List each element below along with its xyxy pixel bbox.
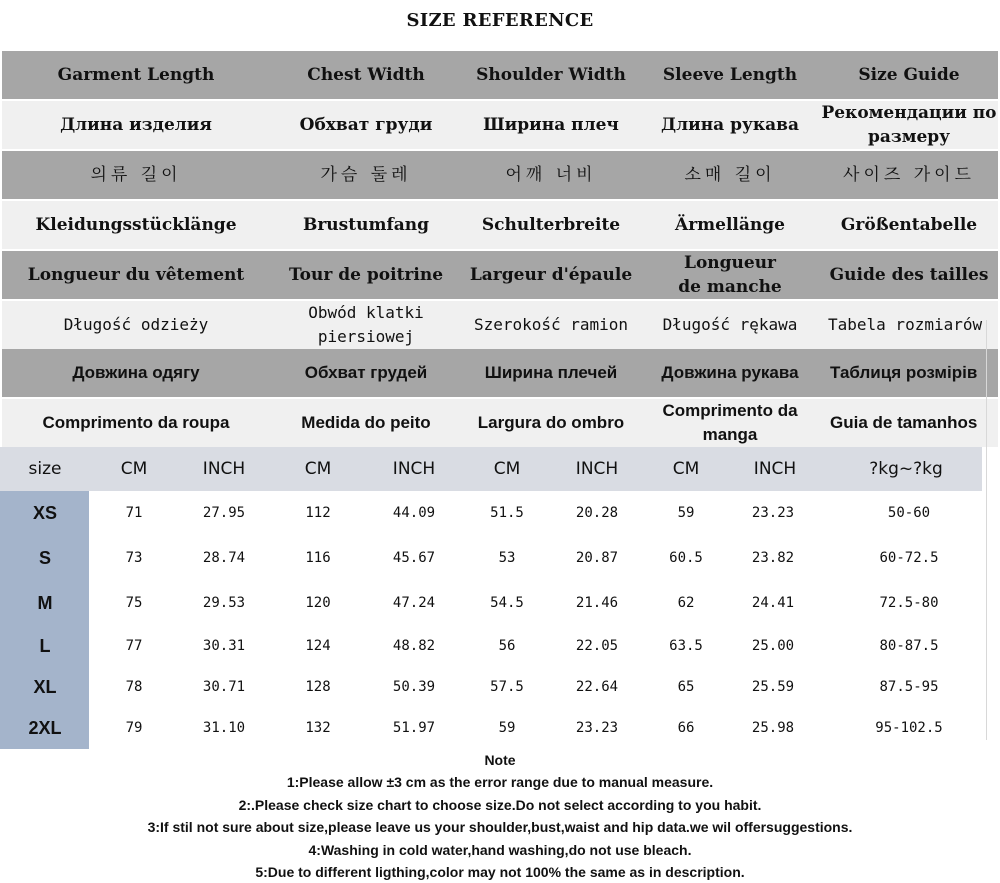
shoulder-cm-value: 54.5 — [490, 595, 524, 611]
page-title: SIZE REFERENCE — [406, 10, 594, 31]
unit-cell-shoulder-inch: INCH — [575, 459, 619, 479]
chest-inch-value: 48.82 — [392, 638, 436, 654]
chest-cm-value: 116 — [305, 550, 331, 566]
header-cell-size-guide: 사이즈 가이드 — [843, 165, 975, 185]
shoulder-inch-value: 20.28 — [575, 505, 619, 521]
header-cell-sleeve-length: Longueur de manche — [678, 253, 782, 297]
header-cell-garment-length: Długość odzieży — [63, 315, 209, 334]
length-cm-value: 79 — [125, 720, 143, 736]
chest-cm-value: 124 — [305, 638, 331, 654]
table-row — [0, 492, 1000, 535]
sleeve-cm-value: 62 — [677, 595, 695, 611]
sleeve-cm-value: 63.5 — [669, 638, 703, 654]
weight-range-value: 72.5-80 — [879, 595, 939, 611]
size-label: 2XL — [28, 718, 62, 738]
table-row — [0, 582, 1000, 625]
note-line: 2:.Please check size chart to choose size.Do not select according to you habit. — [238, 796, 762, 813]
size-label: L — [39, 636, 51, 656]
header-cell-size-guide: Guide des tailles — [829, 265, 989, 285]
shoulder-inch-value: 21.46 — [575, 595, 619, 611]
note-line: 5:Due to different ligthing,color may not 100% the same as in description. — [255, 863, 745, 880]
length-inch-value: 30.71 — [202, 679, 246, 695]
header-cell-garment-length: Kleidungsstücklänge — [35, 215, 237, 235]
chest-inch-value: 47.24 — [392, 595, 436, 611]
shoulder-inch-value: 20.87 — [575, 550, 619, 566]
shoulder-cm-value: 56 — [498, 638, 516, 654]
unit-cell-sleeve-inch: INCH — [753, 459, 797, 479]
header-cell-garment-length: Довжина одягу — [72, 363, 200, 382]
table-row — [0, 537, 1000, 580]
shoulder-cm-value: 57.5 — [490, 679, 524, 695]
shoulder-inch-value: 22.64 — [575, 679, 619, 695]
header-cell-chest-width: Chest Width — [307, 65, 425, 85]
unit-cell-weight-range: ?kg~?kg — [869, 459, 943, 479]
unit-header-row — [0, 447, 982, 491]
notes-section — [0, 749, 1000, 883]
unit-cell-chest-cm: CM — [304, 459, 332, 479]
header-cell-shoulder-width: Shoulder Width — [476, 65, 626, 85]
header-row-portuguese — [2, 399, 998, 447]
shoulder-cm-value: 51.5 — [490, 505, 524, 521]
header-cell-shoulder-width: Largura do ombro — [477, 413, 625, 432]
weight-range-value: 95-102.5 — [875, 720, 943, 736]
length-inch-value: 28.74 — [202, 550, 246, 566]
table-row — [0, 625, 1000, 668]
shoulder-cm-value: 53 — [498, 550, 516, 566]
length-inch-value: 30.31 — [202, 638, 246, 654]
chest-cm-value: 128 — [305, 679, 331, 695]
header-cell-chest-width: Tour de poitrine — [288, 265, 444, 285]
length-inch-value: 31.10 — [202, 720, 246, 736]
header-row-english — [2, 51, 998, 99]
header-cell-sleeve-length: Sleeve Length — [662, 65, 798, 85]
header-cell-size-guide: Guia de tamanhos — [830, 413, 978, 432]
header-cell-sleeve-length: Длина рукава — [661, 115, 799, 135]
sleeve-inch-value: 23.82 — [751, 550, 795, 566]
size-label: S — [38, 548, 52, 568]
length-inch-value: 27.95 — [202, 505, 246, 521]
note-line: 3:If stil not sure about size,please leave us your shoulder,bust,waist and hip data.we wil offersuggestions. — [147, 819, 853, 836]
sleeve-inch-value: 24.41 — [751, 595, 795, 611]
shoulder-cm-value: 59 — [498, 720, 516, 736]
chest-inch-value: 45.67 — [392, 550, 436, 566]
chest-cm-value: 132 — [305, 720, 331, 736]
header-row-russian — [2, 101, 998, 149]
header-cell-size-guide: Größentabelle — [840, 215, 978, 235]
header-cell-garment-length: 의류 길이 — [90, 165, 182, 185]
weight-range-value: 50-60 — [887, 505, 931, 521]
header-cell-sleeve-length: Довжина рукава — [661, 363, 799, 382]
header-row-german — [2, 201, 998, 249]
header-cell-chest-width: Brustumfang — [302, 215, 430, 235]
header-cell-shoulder-width: 어깨 너비 — [505, 165, 597, 185]
notes-heading: Note — [484, 752, 516, 768]
header-cell-garment-length: Longueur du vêtement — [27, 265, 245, 285]
chest-cm-value: 120 — [305, 595, 331, 611]
unit-cell-length-cm: CM — [120, 459, 148, 479]
header-row-french — [2, 251, 998, 299]
header-cell-size-guide: Size Guide — [858, 65, 960, 85]
header-cell-chest-width: Obwód klatki piersiowej — [308, 303, 424, 346]
sleeve-cm-value: 66 — [677, 720, 695, 736]
sleeve-inch-value: 23.23 — [751, 505, 795, 521]
sleeve-cm-value: 60.5 — [669, 550, 703, 566]
weight-range-value: 80-87.5 — [879, 638, 939, 654]
header-cell-sleeve-length: Długość rękawa — [662, 315, 798, 334]
header-cell-chest-width: Обхват грудей — [304, 363, 428, 382]
unit-cell-length-inch: INCH — [202, 459, 246, 479]
chest-inch-value: 50.39 — [392, 679, 436, 695]
length-cm-value: 71 — [125, 505, 143, 521]
unit-cell-shoulder-cm: CM — [493, 459, 521, 479]
header-cell-shoulder-width: Szerokość ramion — [473, 315, 629, 334]
unit-cell-sleeve-cm: CM — [672, 459, 700, 479]
length-cm-value: 73 — [125, 550, 143, 566]
header-cell-chest-width: Medida do peito — [301, 413, 431, 432]
header-cell-garment-length: Длина изделия — [60, 115, 212, 135]
sleeve-cm-value: 59 — [677, 505, 695, 521]
sleeve-cm-value: 65 — [677, 679, 695, 695]
size-label: M — [37, 593, 53, 613]
header-cell-shoulder-width: Ширина плечей — [484, 363, 618, 382]
header-cell-chest-width: Обхват груди — [299, 115, 433, 135]
header-cell-size-guide: Tabela rozmiarów — [828, 315, 983, 334]
sleeve-inch-value: 25.59 — [751, 679, 795, 695]
table-row — [0, 707, 1000, 750]
header-cell-sleeve-length: Comprimento da manga — [662, 401, 798, 444]
unit-cell-size: size — [28, 459, 62, 479]
length-cm-value: 77 — [125, 638, 143, 654]
header-row-ukrainian — [2, 349, 998, 397]
shoulder-inch-value: 22.05 — [575, 638, 619, 654]
weight-range-value: 87.5-95 — [879, 679, 939, 695]
length-cm-value: 78 — [125, 679, 143, 695]
chest-inch-value: 51.97 — [392, 720, 436, 736]
length-inch-value: 29.53 — [202, 595, 246, 611]
length-cm-value: 75 — [125, 595, 143, 611]
sleeve-inch-value: 25.00 — [751, 638, 795, 654]
note-line: 4:Washing in cold water,hand washing,do not use bleach. — [308, 841, 692, 858]
header-row-korean — [2, 151, 998, 199]
shoulder-inch-value: 23.23 — [575, 720, 619, 736]
size-label: XS — [32, 503, 58, 523]
table-row — [0, 666, 1000, 709]
header-cell-sleeve-length: 소매 길이 — [684, 165, 776, 185]
header-cell-chest-width: 가슴 둘레 — [320, 165, 412, 185]
chest-cm-value: 112 — [305, 505, 331, 521]
header-cell-shoulder-width: Largeur d'épaule — [469, 265, 633, 285]
header-cell-size-guide: Таблиця розмірів — [830, 363, 978, 382]
note-line: 1:Please allow ±3 cm as the error range due to manual measure. — [286, 774, 714, 791]
header-cell-shoulder-width: Schulterbreite — [481, 215, 621, 235]
header-cell-shoulder-width: Ширина плеч — [483, 115, 619, 135]
weight-range-value: 60-72.5 — [879, 550, 939, 566]
unit-cell-chest-inch: INCH — [392, 459, 436, 479]
size-label: XL — [33, 677, 57, 697]
header-cell-size-guide: Рекомендации по размеру — [821, 103, 997, 147]
header-cell-garment-length: Garment Length — [57, 65, 215, 85]
header-cell-garment-length: Comprimento da roupa — [42, 413, 230, 432]
header-cell-sleeve-length: Ärmellänge — [675, 215, 785, 235]
chest-inch-value: 44.09 — [392, 505, 436, 521]
sleeve-inch-value: 25.98 — [751, 720, 795, 736]
header-row-polish — [2, 301, 998, 349]
